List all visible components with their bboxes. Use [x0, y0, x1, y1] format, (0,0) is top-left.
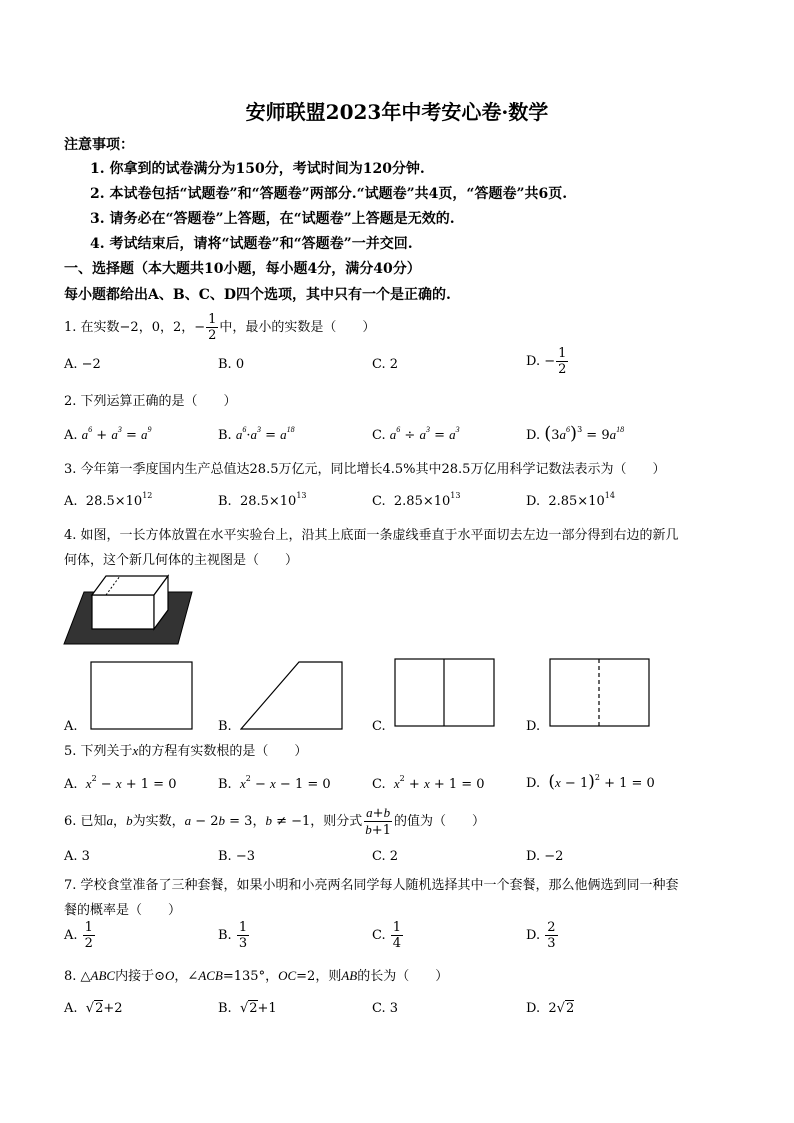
sci-exponent: 12	[142, 491, 153, 500]
q8-stem-text: 的长为（ ）	[357, 969, 449, 984]
radicand: 2	[565, 1001, 575, 1016]
option-label: B.	[218, 428, 232, 443]
fraction	[206, 313, 218, 342]
option-b	[218, 491, 307, 509]
option-label: B.	[218, 928, 232, 943]
question-2-stem: 2. 下列运算正确的是（ ）	[64, 394, 237, 409]
option-b	[218, 921, 250, 950]
sci-base: 2.85×10	[393, 494, 451, 509]
fraction	[83, 921, 95, 950]
question-4-stem: 4. 如图，一长方体放置在水平实验台上，沿其上底面一条虚线垂直于水平面切去左边一部分得到右边的新几	[64, 528, 679, 543]
fraction: $\frac{a+b}{b+1}$	[365, 805, 391, 838]
question-8-stem	[64, 965, 448, 984]
option-a: A. $a^6 + a^3 = a^9$	[64, 425, 152, 443]
q6-stem-text: 为实数，	[132, 814, 185, 829]
section-heading: 一、选择题（本大题共10小题，每小题4分，满分40分）	[64, 261, 421, 277]
note-item: 1. 你拿到的试卷满分为150分，考试时间为120分钟.	[90, 161, 425, 177]
fraction	[556, 347, 568, 376]
option-label: B.	[218, 494, 232, 509]
option-b: B. 0	[218, 357, 245, 372]
option-label: B.	[218, 777, 232, 792]
option-a: A. $x^2 - x + 1 = 0$	[64, 774, 177, 792]
frac-den: 3	[238, 936, 248, 951]
option-label: D.	[526, 494, 541, 509]
page-title: 安师联盟2023年中考安心卷·数学	[245, 100, 549, 124]
note-item: 4. 考试结束后，请将“试题卷”和“答题卷”一并交回.	[90, 236, 413, 252]
option-d: D. −2	[526, 849, 564, 864]
option-d: D. 2√2	[526, 1001, 575, 1016]
math-variable: O	[165, 968, 175, 983]
q8-stem-text: ，∠	[174, 969, 199, 984]
sci-base: 28.5×10	[239, 494, 297, 509]
option-label: B.	[218, 1001, 232, 1016]
section-instruction: 每小题都给出A、B、C、D四个选项，其中只有一个是正确的.	[64, 287, 451, 303]
option-label: D.	[526, 928, 541, 943]
option-d: D. $(3a^6)^3 = 9a^{18}$	[526, 423, 625, 444]
fraction	[545, 921, 557, 950]
option-label: A.	[64, 428, 78, 443]
math-expression: (	[544, 423, 552, 444]
frac-den: 3	[547, 936, 556, 951]
option-label: D.	[526, 1001, 541, 1016]
sci-base: 28.5×10	[85, 494, 143, 509]
option-b: B. √2+1	[218, 1001, 277, 1016]
option-a: A. √2+2	[64, 1001, 123, 1016]
fraction	[237, 921, 249, 950]
option-label: A.	[64, 1001, 78, 1016]
option-a-label: A.	[64, 719, 78, 734]
frac-num: 1	[208, 312, 217, 327]
option-c	[372, 921, 404, 950]
option-d	[526, 491, 615, 509]
q5-stem-text: 的方程有实数根的是（ ）	[138, 744, 308, 759]
sci-exponent: 14	[604, 491, 615, 500]
option-a	[64, 921, 96, 950]
question-7-stem: 7. 学校食堂准备了三种套餐，如果小明和小亮两名同学每人随机选择其中一个套餐，那么他俩选到同一种套	[64, 878, 679, 893]
radicand: 2	[95, 1001, 104, 1016]
question-6-stem: 6. 已知a，b为实数，a − 2b = 3，b ≠ −1，则分式 $\frac{a+b}{b+1}$ 的值为（ ）	[64, 805, 485, 838]
frac-num: 2	[547, 920, 556, 935]
option-label: D.	[526, 428, 541, 443]
radicand: 2	[249, 1001, 258, 1016]
question-5-stem	[64, 740, 307, 759]
math-expression: $a^6$	[81, 425, 93, 442]
frac-den: 4	[392, 936, 402, 951]
option-d: D. $(x - 1)^2 + 1 = 0$	[526, 772, 655, 792]
math-variable: x	[132, 743, 139, 758]
q8-stem-text: 内接于⊙	[115, 969, 166, 984]
coefficient: 2	[548, 1001, 557, 1016]
option-d-figure	[549, 658, 653, 728]
cuboid-figure	[62, 572, 198, 648]
option-c-label: C.	[372, 719, 386, 734]
notes-heading: 注意事项：	[64, 137, 134, 153]
frac-num: 1	[84, 920, 93, 935]
q8-stem-text: 8. △	[64, 969, 91, 984]
option-label: D. −	[526, 354, 556, 369]
question-7-stem: 餐的概率是（ ）	[64, 903, 182, 918]
q6-stem-text: ，则分式	[310, 814, 363, 829]
math-variable: AB	[341, 968, 358, 983]
frac-num: 1	[392, 920, 402, 935]
option-a: A. 3	[64, 849, 90, 864]
math-variable: ABC	[90, 968, 116, 983]
frac-den: 2	[558, 362, 567, 377]
question-1-stem	[64, 313, 375, 342]
option-tail: +1	[257, 1001, 277, 1016]
note-item: 2. 本试卷包括“试题卷”和“答题卷”两部分.“试题卷”共4页，“答题卷”共6页.	[90, 186, 568, 202]
sci-exponent: 13	[296, 491, 307, 500]
option-a-figure	[90, 661, 194, 731]
q8-stem-text: =2，则	[296, 969, 342, 984]
frac-den: 2	[208, 328, 217, 343]
note-item: 3. 请务必在“答题卷”上答题，在“试题卷”上答题是无效的.	[90, 211, 455, 227]
q5-stem-text: 5. 下列关于	[64, 744, 133, 759]
option-label: C.	[372, 928, 386, 943]
math-variable: ACB	[198, 968, 223, 983]
option-a	[64, 491, 152, 509]
option-tail: +2	[103, 1001, 123, 1016]
question-4-stem: 何体，这个新几何体的主视图是（ ）	[64, 553, 299, 568]
math-expression: $a^6$	[235, 425, 247, 442]
q1-stem-text: 1. 在实数−2，0，2，−	[64, 320, 206, 335]
option-a: A. −2	[64, 357, 101, 372]
option-d	[526, 347, 569, 376]
option-c: C. $x^2 + x + 1 = 0$	[372, 774, 485, 792]
frac-num: 1	[558, 346, 567, 361]
sci-base: 2.85×10	[548, 494, 605, 509]
option-c-figure	[394, 658, 498, 728]
option-b: B. −3	[218, 849, 255, 864]
option-b: B. $x^2 - x - 1 = 0$	[218, 774, 331, 792]
fraction	[391, 921, 403, 950]
option-label: C.	[372, 777, 386, 792]
option-c: C. 2	[372, 357, 399, 372]
option-b-label: B.	[218, 719, 232, 734]
option-label: A.	[64, 494, 78, 509]
option-d-label: D.	[526, 719, 541, 734]
option-b: B. $a^6\cdot a^3 = a^{18}$	[218, 425, 295, 443]
option-label: A.	[64, 928, 78, 943]
frac-num: 1	[238, 920, 248, 935]
option-c: C. 2	[372, 849, 399, 864]
option-d	[526, 921, 559, 950]
option-label: A.	[64, 777, 78, 792]
option-label: C.	[372, 494, 386, 509]
q8-stem-text: =135°，	[222, 969, 279, 984]
option-label: D.	[526, 776, 541, 791]
q6-stem-text: 的值为（ ）	[393, 814, 485, 829]
option-c: C. $a^6 \div a^3 = a^3$	[372, 425, 460, 443]
sci-exponent: 13	[450, 491, 461, 500]
frac-den: 2	[84, 936, 93, 951]
option-c	[372, 491, 460, 509]
q1-stem-text: 中，最小的实数是（ ）	[219, 320, 376, 335]
option-b-figure	[240, 661, 344, 731]
question-3-stem: 3. 今年第一季度国内生产总值达28.5万亿元，同比增长4.5%其中28.5万亿用科学记数法表示为（ ）	[64, 462, 666, 477]
math-variable: OC	[278, 968, 297, 983]
math-expression: $a^6$	[389, 425, 401, 442]
q6-stem-text: 6. 已知	[64, 814, 107, 829]
option-label: C.	[372, 428, 386, 443]
option-c: C. 3	[372, 1001, 399, 1016]
